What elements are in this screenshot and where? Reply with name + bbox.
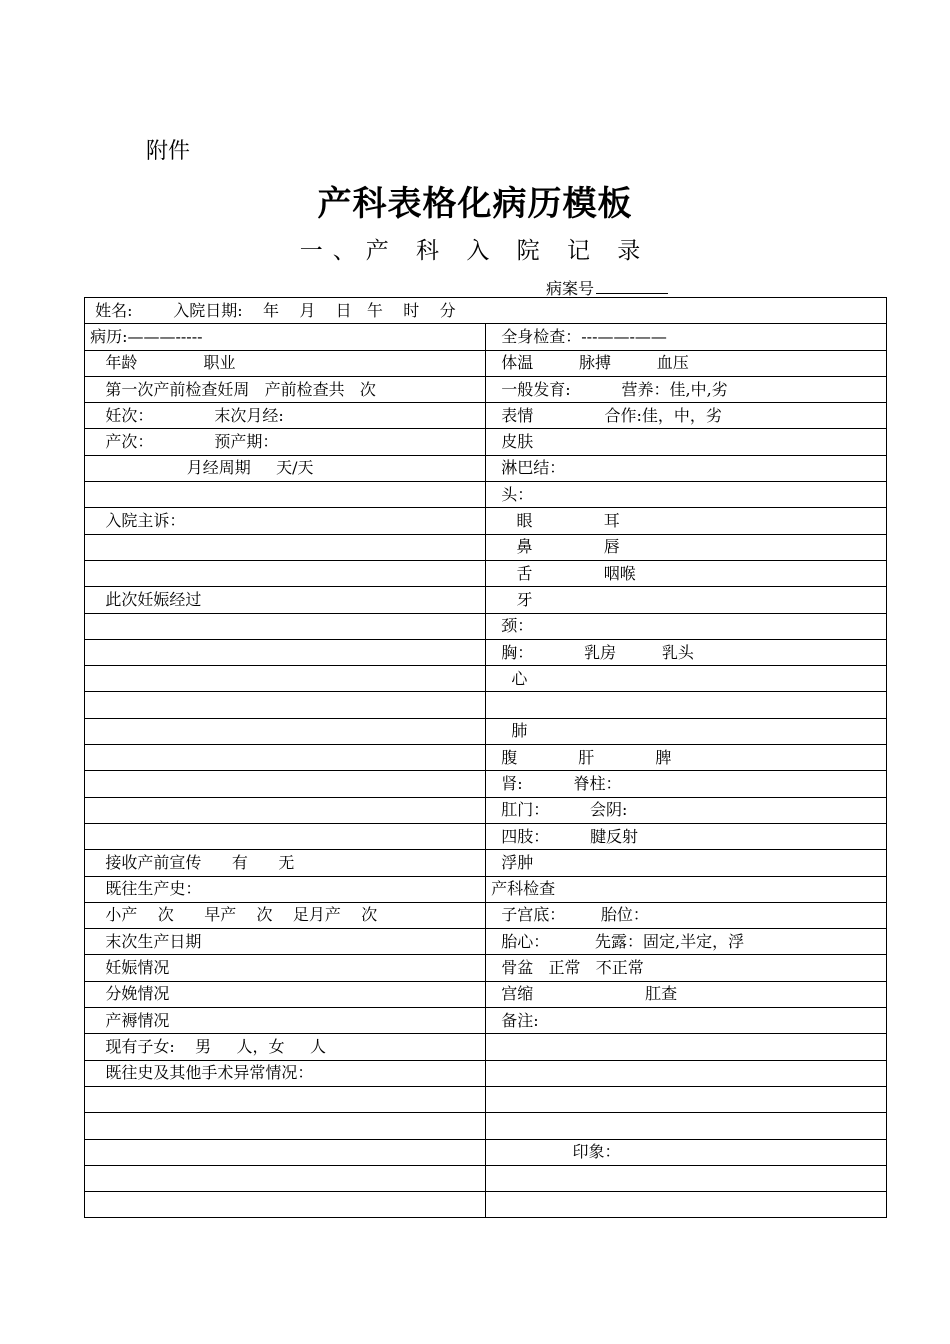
left-field-cell[interactable]: 小产 次 早产 次 足月产 次	[85, 902, 486, 928]
form-row	[85, 560, 887, 586]
right-field-cell[interactable]	[486, 1060, 887, 1086]
form-row	[85, 692, 887, 718]
left-field-cell[interactable]	[85, 560, 486, 586]
form-row	[85, 666, 887, 692]
form-row	[85, 508, 887, 534]
right-field-cell[interactable]	[486, 692, 887, 718]
form-row	[85, 1034, 887, 1060]
form-row	[85, 1086, 887, 1112]
right-field-cell[interactable]: 表情 合作:佳，中，劣	[486, 403, 887, 429]
right-field-cell[interactable]	[486, 1165, 887, 1191]
form-row	[85, 876, 887, 902]
left-field-cell[interactable]: 妊娠情况	[85, 955, 486, 981]
left-field-cell[interactable]	[85, 666, 486, 692]
left-field-cell[interactable]: 既往生产史：	[85, 876, 486, 902]
right-field-cell[interactable]	[486, 1192, 887, 1218]
form-row	[85, 823, 887, 849]
left-field-cell[interactable]: 入院主诉：	[85, 508, 486, 534]
form-row	[85, 1060, 887, 1086]
name-admission-date-cell[interactable]: 姓名: 入院日期: 年 月 日 午 时 分	[85, 298, 887, 324]
right-field-cell[interactable]: 产科检查	[486, 876, 887, 902]
form-row	[85, 587, 887, 613]
form-row	[85, 639, 887, 665]
form-row	[85, 797, 887, 823]
right-field-cell[interactable]: 体温 脉搏 血压	[486, 350, 887, 376]
left-field-cell[interactable]	[85, 823, 486, 849]
left-field-cell[interactable]: 产褥情况	[85, 1008, 486, 1034]
form-row	[85, 455, 887, 481]
right-field-cell[interactable]: 眼 耳	[486, 508, 887, 534]
document-subtitle: 一、产 科 入 院 记 录	[299, 238, 651, 264]
right-field-cell[interactable]	[486, 1113, 887, 1139]
case-number-field	[546, 276, 668, 299]
left-field-cell[interactable]: 月经周期 天/天	[85, 455, 486, 481]
right-field-cell[interactable]: 肺	[486, 718, 887, 744]
left-field-cell[interactable]	[85, 482, 486, 508]
form-row	[85, 613, 887, 639]
left-field-cell[interactable]: 年龄 职业	[85, 350, 486, 376]
form-row	[85, 534, 887, 560]
form-row	[85, 718, 887, 744]
left-field-cell[interactable]: 病历:———-----	[85, 324, 486, 350]
right-field-cell[interactable]: 头：	[486, 482, 887, 508]
right-field-cell[interactable]: 胎心： 先露：固定,半定，浮	[486, 929, 887, 955]
form-row	[85, 771, 887, 797]
right-field-cell[interactable]: 胸： 乳房 乳头	[486, 639, 887, 665]
right-field-cell[interactable]: 颈：	[486, 613, 887, 639]
right-field-cell[interactable]	[486, 1034, 887, 1060]
left-field-cell[interactable]: 现有子女: 男 人，女 人	[85, 1034, 486, 1060]
form-row	[85, 745, 887, 771]
right-field-cell[interactable]: 肛门： 会阴:	[486, 797, 887, 823]
attachment-label: 附件	[146, 139, 191, 164]
form-row	[85, 929, 887, 955]
document-title: 产科表格化病历模板	[317, 184, 633, 224]
right-field-cell[interactable]: 牙	[486, 587, 887, 613]
right-field-cell[interactable]: 浮肿	[486, 850, 887, 876]
form-row-top	[85, 298, 887, 324]
left-field-cell[interactable]: 接收产前宣传 有 无	[85, 850, 486, 876]
left-field-cell[interactable]: 分娩情况	[85, 981, 486, 1007]
form-row	[85, 981, 887, 1007]
left-field-cell[interactable]	[85, 771, 486, 797]
form-row	[85, 902, 887, 928]
form-row	[85, 350, 887, 376]
right-field-cell[interactable]: 四肢： 腱反射	[486, 823, 887, 849]
form-row	[85, 324, 887, 350]
left-field-cell[interactable]: 末次生产日期	[85, 929, 486, 955]
form-row	[85, 1008, 887, 1034]
right-field-cell[interactable]: 心	[486, 666, 887, 692]
left-field-cell[interactable]: 妊次： 末次月经:	[85, 403, 486, 429]
right-field-cell[interactable]: 皮肤	[486, 429, 887, 455]
right-field-cell[interactable]: 鼻 唇	[486, 534, 887, 560]
left-field-cell[interactable]	[85, 1113, 486, 1139]
right-field-cell[interactable]: 一般发育: 营养：佳,中,劣	[486, 376, 887, 402]
right-field-cell[interactable]: 舌 咽喉	[486, 560, 887, 586]
right-field-cell[interactable]: 全身检查：---——-——	[486, 324, 887, 350]
left-field-cell[interactable]	[85, 1165, 486, 1191]
right-field-cell[interactable]: 子宫底： 胎位：	[486, 902, 887, 928]
left-field-cell[interactable]: 此次妊娠经过	[85, 587, 486, 613]
left-field-cell[interactable]: 第一次产前检查妊周 产前检查共 次	[85, 376, 486, 402]
left-field-cell[interactable]	[85, 692, 486, 718]
form-row	[85, 376, 887, 402]
form-row	[85, 955, 887, 981]
left-field-cell[interactable]	[85, 1192, 486, 1218]
right-field-cell[interactable]: 备注:	[486, 1008, 887, 1034]
left-field-cell[interactable]	[85, 718, 486, 744]
admission-record-table	[84, 297, 887, 1218]
right-field-cell[interactable]: 宫缩 肛查	[486, 981, 887, 1007]
case-number-label: 病案号	[546, 279, 595, 298]
form-row	[85, 1139, 887, 1165]
form-row	[85, 1165, 887, 1191]
left-field-cell[interactable]	[85, 639, 486, 665]
form-row	[85, 1192, 887, 1218]
left-field-cell[interactable]: 既往史及其他手术异常情况：	[85, 1060, 486, 1086]
left-field-cell[interactable]	[85, 797, 486, 823]
form-row	[85, 403, 887, 429]
left-field-cell[interactable]	[85, 1086, 486, 1112]
right-field-cell[interactable]	[486, 1086, 887, 1112]
right-field-cell[interactable]: 腹 肝 脾	[486, 745, 887, 771]
left-field-cell[interactable]	[85, 745, 486, 771]
right-field-cell[interactable]: 骨盆 正常 不正常	[486, 955, 887, 981]
left-field-cell[interactable]	[85, 613, 486, 639]
form-row	[85, 482, 887, 508]
right-field-cell[interactable]: 肾: 脊柱：	[486, 771, 887, 797]
case-number-blank[interactable]	[596, 279, 668, 294]
form-row	[85, 850, 887, 876]
form-row	[85, 1113, 887, 1139]
left-field-cell[interactable]	[85, 1139, 486, 1165]
right-field-cell[interactable]: 淋巴结：	[486, 455, 887, 481]
form-row	[85, 429, 887, 455]
right-field-cell[interactable]: 印象：	[486, 1139, 887, 1165]
left-field-cell[interactable]	[85, 534, 486, 560]
left-field-cell[interactable]: 产次： 预产期：	[85, 429, 486, 455]
